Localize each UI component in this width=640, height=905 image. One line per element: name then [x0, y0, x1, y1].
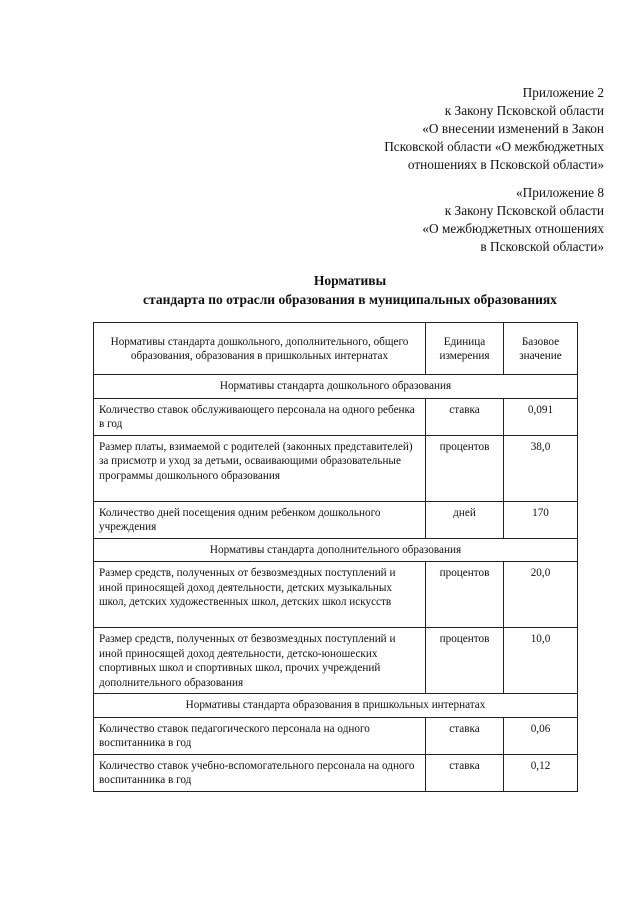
row-unit: ставка — [426, 754, 504, 791]
section-row — [94, 375, 578, 399]
table-row — [94, 717, 578, 754]
section-title: Нормативы стандарта дополнительного образования — [94, 538, 578, 562]
norms-table — [93, 322, 578, 792]
table-header-row — [94, 323, 578, 375]
row-unit: процентов — [426, 628, 504, 694]
row-name: Количество ставок педагогического персонала на одного воспитанника в год — [94, 717, 426, 754]
table-row — [94, 435, 578, 501]
table-row — [94, 628, 578, 694]
table-row — [94, 562, 578, 628]
appendix-line: к Закону Псковской области — [444, 103, 604, 118]
appendix-line: «О межбюджетных отношениях — [422, 221, 604, 236]
row-value: 0,12 — [504, 754, 578, 791]
appendix-line: Псковской области «О межбюджетных — [384, 139, 604, 154]
section-row — [94, 694, 578, 718]
appendix-8-header — [422, 184, 604, 256]
header-unit: Единица измерения — [426, 323, 504, 375]
section-row — [94, 538, 578, 562]
row-name: Размер средств, полученных от безвозмездных поступлений и иной приносящей доход деятельности, детских музыкальных школ, детских художественных школ, детских школ искусств — [94, 562, 426, 628]
document-title: Нормативы — [313, 273, 387, 288]
header-norms: Нормативы стандарта дошкольного, дополнительного, общего образования, образования в пришкольных интернатах — [94, 323, 426, 375]
row-name: Количество ставок обслуживающего персонала на одного ребенка в год — [94, 398, 426, 435]
table-row — [94, 754, 578, 791]
row-unit: процентов — [426, 562, 504, 628]
row-value: 170 — [504, 501, 578, 538]
table-row — [94, 501, 578, 538]
document-subtitle: стандарта по отрасли образования в муниципальных образованиях — [143, 292, 557, 307]
appendix-2-header — [384, 84, 604, 174]
row-value: 38,0 — [504, 435, 578, 501]
appendix-line: отношениях в Псковской области» — [407, 157, 604, 172]
table-row — [94, 398, 578, 435]
appendix-line: в Псковской области» — [480, 239, 604, 254]
row-unit: ставка — [426, 398, 504, 435]
appendix-line: Приложение 2 — [522, 85, 604, 100]
header-base-value: Базовое значение — [504, 323, 578, 375]
appendix-line: «О внесении изменений в Закон — [422, 121, 604, 136]
row-value: 0,06 — [504, 717, 578, 754]
row-value: 10,0 — [504, 628, 578, 694]
row-unit: ставка — [426, 717, 504, 754]
row-name: Количество дней посещения одним ребенком дошкольного учреждения — [94, 501, 426, 538]
row-value: 20,0 — [504, 562, 578, 628]
row-name: Размер платы, взимаемой с родителей (законных представителей) за присмотр и уход за детьми, осваивающими образовательные программы дошкольного образования — [94, 435, 426, 501]
section-title: Нормативы стандарта дошкольного образования — [94, 375, 578, 399]
row-name: Количество ставок учебно-вспомогательного персонала на одного воспитанника в год — [94, 754, 426, 791]
row-name: Размер средств, полученных от безвозмездных поступлений и иной приносящей доход деятельности, детско-юношеских спортивных школ и спортивных школ, прочих учреждений дополнительного образования — [94, 628, 426, 694]
section-title: Нормативы стандарта образования в пришкольных интернатах — [94, 694, 578, 718]
appendix-line: к Закону Псковской области — [444, 203, 604, 218]
row-value: 0,091 — [504, 398, 578, 435]
row-unit: дней — [426, 501, 504, 538]
appendix-line: «Приложение 8 — [516, 185, 604, 200]
row-unit: процентов — [426, 435, 504, 501]
